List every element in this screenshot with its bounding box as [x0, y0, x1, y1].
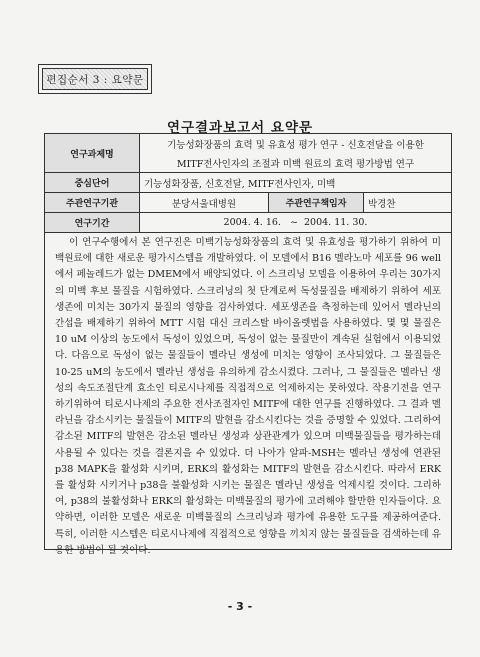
period-value: 2004. 4. 16. ~ 2004. 11. 30.	[140, 213, 452, 233]
section-label: 편집순서 3 : 요약문	[42, 68, 148, 90]
period-label: 연구기간	[45, 213, 140, 233]
page-number: - 3 -	[227, 600, 253, 613]
project-title-label: 연구과제명	[45, 134, 140, 173]
project-title-line2: MITF전사인자의 조절과 미백 원료의 효력 평가방법 연구	[140, 153, 452, 173]
document-title: 연구결과보고서 요약문	[166, 120, 314, 136]
section-label-box	[38, 64, 152, 94]
summary-info-table	[44, 133, 452, 233]
keywords-label: 중심단어	[45, 173, 140, 193]
institution-label: 주관연구기관	[45, 193, 140, 213]
institution-value: 분당서울대병원	[140, 193, 269, 213]
pi-value: 박경찬	[364, 193, 452, 213]
summary-text: 이 연구수행에서 본 연구진은 미백기능성화장품의 효력 및 유효성을 평가하기 위하여 미백원료에 대한 새로운 평가시스템을 개발하였다. 이 모델에서 B16 멜라노마 세포를 96 well에서 페놀레드가 없는 DMEM에서 배양되었다. 이 스크리닝 모델을 이용하여 우리는 30가지의 미백 후보 물질을 시험하였다. 스크리닝의 첫 단계로써 독성물질을 배제하기 위하여 세포생존에 미치는 30가지 물질의 영향을 검사하였다. 세포생존을 측정하는데 있어서 멜라닌의 간섭을 배제하기 위하여 MTT 시험 대신 크리스탈 바이올렛법을 사용하였다. 몇 몇 물질은 10 uM 이상의 농도에서 독성이 있었으며, 독성이 없는 물질만이 계속된 실험에서 이용되었다. 다음으로 독성이 없는 물질들이 멜라닌 생성에 미치는 영향이 조사되었다. 그 물질들은 10-25 uM의 농도에서 멜라닌 생성을 유의하게 감소시켰다. 그러나, 그 물질들은 멜라닌 생성의 속도조절단계 효소인 티로시나제를 직접적으로 억제하지는 못하였다. 작용기전을 연구하기위하여 티로시나제의 주요한 전사조절자인 MITF에 대한 연구를 진행하였다. 그 결과 멜라닌을 감소시키는 물질들이 MITF의 발현을 감소시킨다는 것을 증명할 수 있었다. 그리하여 감소된 MITF의 발현은 감소된 멜라닌 생성과 상관관계가 있으며 미백물질들을 평가하는데 사용될 수 있다는 것을 결론지을 수 있었다. 더 나아가 알파-MSH는 멜라닌 생성에 연관된 p38 MAPK을 활성화 시키며, ERK의 활성화는 MITF의 발현을 감소시킨다. 따라서 ERK를 활성화 시키거나 p38을 불활성화 시키는 물질은 멜라닌 생성을 억제시킬 것이다. 그리하여, p38의 불활성화나 ERK의 활성화는 미백물질의 평가에 고려해야 할만한 인자들이다. 요약하면, 이러한 모델은 새로운 미백물질의 스크리닝과 평가에 유용한 도구를 제공하여준다. 특히, 이러한 시스템은 티로시나제에 직접적으로 영향을 끼치지 않는 물질들을 검색하는데 유용한 방법이 될 것이다.	[44, 227, 452, 550]
table-row	[45, 193, 452, 213]
project-title-line1: 기능성화장품의 효력 및 유효성 평가 연구 - 신호전달을 이용한	[140, 134, 452, 154]
table-row	[45, 134, 452, 154]
table-row	[45, 173, 452, 193]
pi-label: 주관연구책임자	[269, 193, 364, 213]
keywords-value: 기능성화장품, 신호전달, MITF전사인자, 미백	[140, 173, 452, 193]
